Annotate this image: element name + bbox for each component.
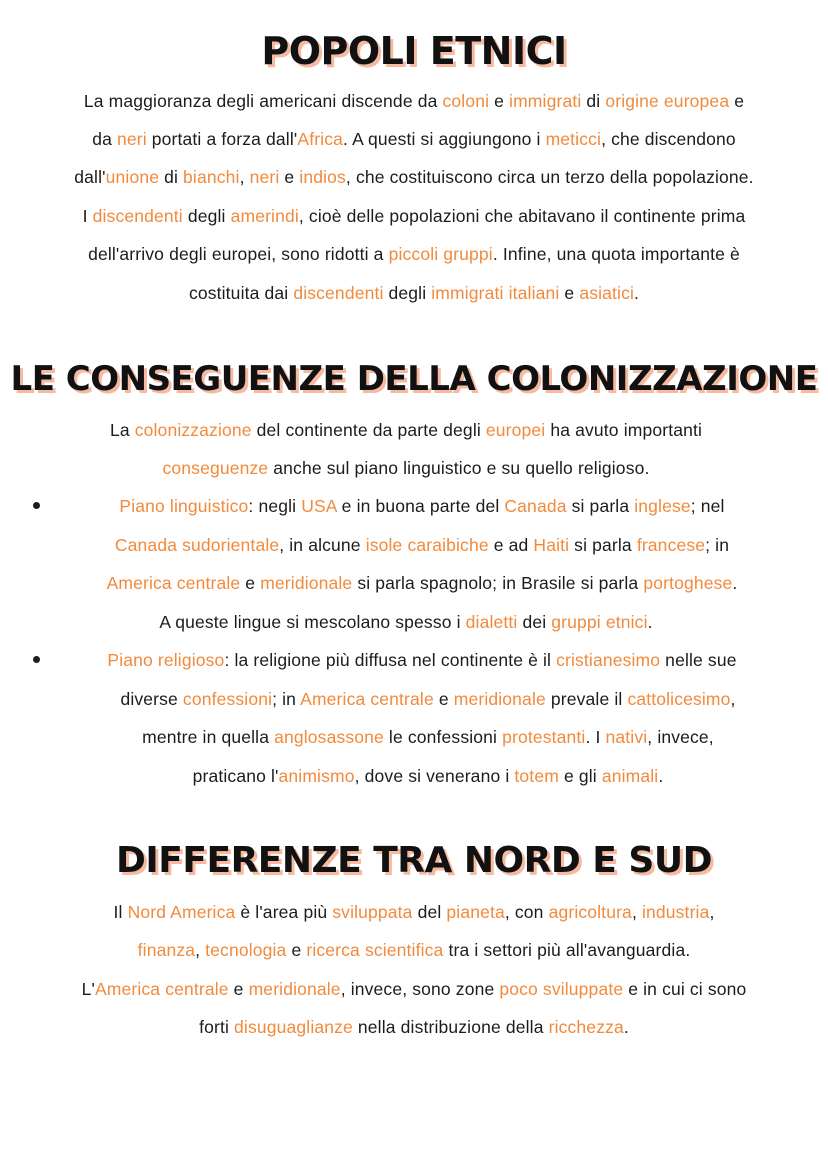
text-segment: ,: [195, 940, 206, 960]
text-segment: nella distribuzione della: [352, 1017, 549, 1037]
s2-line: [8, 533, 828, 557]
text-segment: si parla: [566, 496, 635, 516]
text-segment: I: [82, 206, 93, 226]
text-segment: e in cui ci sono: [623, 979, 747, 999]
text-segment: , in alcune: [279, 535, 366, 555]
highlighted-term: poco sviluppate: [499, 979, 624, 999]
text-segment: La maggioranza degli americani discende da: [83, 91, 443, 111]
text-segment: : negli: [248, 496, 302, 516]
text-segment: . Infine, una quota importante è: [492, 244, 740, 264]
highlighted-term: colonizzazione: [134, 420, 252, 440]
text-segment: .: [658, 766, 664, 786]
s3-line: [0, 977, 828, 1001]
highlighted-term: meridionale: [248, 979, 341, 999]
highlighted-term: neri: [116, 129, 147, 149]
text-segment: e ad: [488, 535, 534, 555]
highlighted-term: Africa: [297, 129, 344, 149]
text-segment: è l'area più: [235, 902, 333, 922]
highlighted-term: origine europea: [605, 91, 730, 111]
highlighted-term: isole caraibiche: [365, 535, 489, 555]
highlighted-term: immigrati italiani: [431, 283, 560, 303]
text-segment: del continente da parte degli: [251, 420, 486, 440]
text-segment: La: [109, 420, 135, 440]
text-segment: dall': [74, 167, 106, 187]
text-segment: ,: [239, 167, 250, 187]
s2-line: [14, 764, 828, 788]
text-segment: ,: [631, 902, 642, 922]
s3-line: [0, 900, 828, 924]
title-conseguenze-colonizzazione: LE CONSEGUENZE DELLA COLONIZZAZIONE: [10, 359, 818, 399]
text-segment: si parla: [569, 535, 637, 555]
highlighted-term: asiatici: [579, 283, 635, 303]
highlighted-term: discendenti: [293, 283, 384, 303]
highlighted-term: amerindi: [230, 206, 299, 226]
text-segment: portati a forza dall': [146, 129, 298, 149]
text-segment: ,: [730, 689, 736, 709]
text-segment: mentre in quella: [142, 727, 275, 747]
highlighted-term: agricoltura: [548, 902, 632, 922]
highlighted-term: Piano religioso: [107, 650, 225, 670]
text-segment: e gli: [558, 766, 602, 786]
s3-line: [0, 1015, 828, 1039]
highlighted-term: immigrati: [509, 91, 582, 111]
highlighted-term: francese: [636, 535, 706, 555]
text-segment: , che costituiscono circa un terzo della popolazione.: [345, 167, 754, 187]
title-differenze-nord-sud: DIFFERENZE TRA NORD E SUD: [116, 840, 712, 881]
text-segment: e in buona parte del: [336, 496, 505, 516]
highlighted-term: nativi: [605, 727, 648, 747]
highlighted-term: USA: [301, 496, 337, 516]
text-segment: ha avuto importanti: [545, 420, 703, 440]
text-segment: ; nel: [690, 496, 725, 516]
text-segment: degli: [383, 283, 432, 303]
s2-line: [14, 725, 828, 749]
text-segment: e: [279, 167, 300, 187]
highlighted-term: anglosassone: [274, 727, 384, 747]
highlighted-term: discendenti: [92, 206, 183, 226]
text-segment: tra i settori più all'avanguardia.: [443, 940, 691, 960]
text-segment: e: [489, 91, 510, 111]
highlighted-term: animali: [601, 766, 659, 786]
s1-line: [0, 281, 828, 305]
text-segment: e: [228, 979, 249, 999]
highlighted-term: neri: [249, 167, 280, 187]
text-segment: , invece, sono zone: [340, 979, 500, 999]
s2-line: [0, 610, 820, 634]
text-segment: e: [559, 283, 580, 303]
text-segment: . A questi si aggiungono i: [343, 129, 546, 149]
text-segment: Il: [113, 902, 128, 922]
s2-line: [8, 648, 828, 672]
s3-line: [0, 938, 828, 962]
text-segment: diverse: [120, 689, 183, 709]
text-segment: , con: [504, 902, 549, 922]
s2-line: [14, 687, 828, 711]
highlighted-term: meridionale: [260, 573, 353, 593]
s1-line: [0, 242, 828, 266]
highlighted-term: conseguenze: [162, 458, 269, 478]
highlighted-term: pianeta: [446, 902, 505, 922]
highlighted-term: indios: [299, 167, 346, 187]
highlighted-term: coloni: [442, 91, 490, 111]
highlighted-term: cattolicesimo: [627, 689, 731, 709]
highlighted-term: bianchi: [183, 167, 240, 187]
text-segment: di: [581, 91, 606, 111]
highlighted-term: America centrale: [300, 689, 434, 709]
text-segment: L': [81, 979, 95, 999]
s2-line: [0, 456, 820, 480]
s1-line: [0, 204, 828, 228]
highlighted-term: inglese: [634, 496, 691, 516]
text-segment: .: [732, 573, 738, 593]
text-segment: dell'arrivo degli europei, sono ridotti a: [88, 244, 389, 264]
text-segment: di: [159, 167, 184, 187]
title-popoli-etnici: POPOLI ETNICI: [261, 29, 567, 73]
text-segment: forti: [199, 1017, 235, 1037]
highlighted-term: cristianesimo: [556, 650, 661, 670]
text-segment: costituita dai: [188, 283, 294, 303]
highlighted-term: disuguaglianze: [234, 1017, 353, 1037]
highlighted-term: Canada: [504, 496, 567, 516]
text-segment: nelle sue: [660, 650, 737, 670]
text-segment: ; in: [272, 689, 301, 709]
highlighted-term: tecnologia: [205, 940, 287, 960]
text-segment: praticano l': [192, 766, 279, 786]
text-segment: , invece,: [647, 727, 714, 747]
text-segment: ,: [709, 902, 715, 922]
text-segment: , cioè delle popolazioni che abitavano il continente prima: [298, 206, 746, 226]
text-segment: ; in: [705, 535, 730, 555]
highlighted-term: sviluppata: [332, 902, 413, 922]
highlighted-term: piccoli gruppi: [388, 244, 493, 264]
highlighted-term: protestanti: [502, 727, 586, 747]
highlighted-term: Haiti: [533, 535, 570, 555]
text-segment: e: [433, 689, 454, 709]
highlighted-term: ricchezza: [548, 1017, 624, 1037]
highlighted-term: America centrale: [94, 979, 229, 999]
highlighted-term: finanza: [137, 940, 196, 960]
highlighted-term: Piano linguistico: [119, 496, 249, 516]
highlighted-term: unione: [105, 167, 160, 187]
highlighted-term: gruppi etnici: [551, 612, 648, 632]
text-segment: , che discendono: [601, 129, 736, 149]
s2-line: [8, 494, 828, 518]
text-segment: si parla spagnolo; in Brasile si parla: [352, 573, 644, 593]
highlighted-term: totem: [514, 766, 559, 786]
highlighted-term: europei: [485, 420, 546, 440]
highlighted-term: ricerca scientifica: [306, 940, 444, 960]
text-segment: e: [240, 573, 261, 593]
highlighted-term: dialetti: [465, 612, 518, 632]
s1-line: [0, 89, 828, 113]
s2-line: [0, 418, 820, 442]
highlighted-term: Canada sudorientale: [114, 535, 280, 555]
text-segment: e: [729, 91, 745, 111]
text-segment: dei: [517, 612, 552, 632]
text-segment: le confessioni: [383, 727, 503, 747]
s2-line: [8, 571, 828, 595]
text-segment: del: [412, 902, 447, 922]
text-segment: . I: [585, 727, 606, 747]
text-segment: A queste lingue si mescolano spesso i: [159, 612, 466, 632]
text-segment: anche sul piano linguistico e su quello religioso.: [268, 458, 650, 478]
text-segment: : la religione più diffusa nel continente è il: [224, 650, 557, 670]
text-segment: .: [647, 612, 653, 632]
text-segment: e: [286, 940, 307, 960]
text-segment: .: [623, 1017, 629, 1037]
text-segment: da: [92, 129, 117, 149]
highlighted-term: portoghese: [643, 573, 733, 593]
text-segment: degli: [182, 206, 231, 226]
text-segment: , dove si venerano i: [354, 766, 515, 786]
s1-line: [0, 165, 828, 189]
highlighted-term: meridionale: [453, 689, 546, 709]
highlighted-term: animismo: [278, 766, 355, 786]
highlighted-term: industria: [641, 902, 710, 922]
s1-line: [0, 127, 828, 151]
highlighted-term: Nord America: [127, 902, 236, 922]
highlighted-term: America centrale: [106, 573, 241, 593]
text-segment: .: [634, 283, 640, 303]
text-segment: prevale il: [545, 689, 628, 709]
highlighted-term: confessioni: [182, 689, 273, 709]
highlighted-term: meticci: [545, 129, 602, 149]
